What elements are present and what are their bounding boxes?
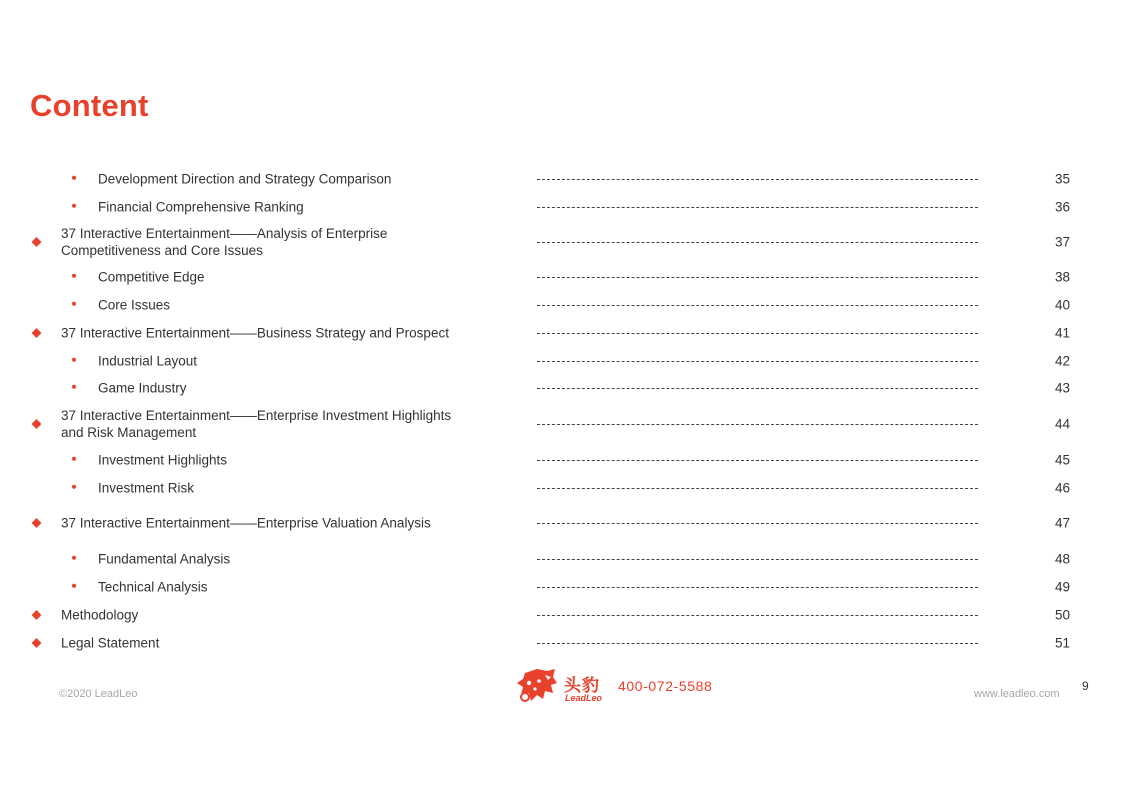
- page-title: Content: [30, 88, 149, 123]
- toc-subsection-row: [0, 169, 1122, 189]
- diamond-bullet-icon: [32, 518, 42, 528]
- toc-subsection-row: [0, 351, 1122, 371]
- dot-bullet-icon: [72, 204, 76, 208]
- dot-bullet-icon: [72, 584, 76, 588]
- dotted-leader: [537, 179, 978, 180]
- toc-subsection-row: [0, 295, 1122, 315]
- dotted-leader: [537, 305, 978, 306]
- dot-bullet-icon: [72, 176, 76, 180]
- diamond-bullet-icon: [32, 237, 42, 247]
- toc-page-number: 45: [1054, 452, 1070, 468]
- toc-section-row: [0, 633, 1122, 653]
- toc-page-number: 38: [1054, 269, 1070, 285]
- diamond-bullet-icon: [32, 419, 42, 429]
- toc-subsection-row: [0, 450, 1122, 470]
- dotted-leader: [537, 277, 978, 278]
- toc-section-row: [0, 513, 1122, 533]
- toc-page-number: 48: [1054, 551, 1070, 567]
- toc-page-number: 40: [1054, 297, 1070, 313]
- diamond-bullet-icon: [32, 638, 42, 648]
- toc-subsection-row: [0, 478, 1122, 498]
- dot-bullet-icon: [72, 457, 76, 461]
- dotted-leader: [537, 424, 978, 425]
- toc-subsection-row: [0, 577, 1122, 597]
- dotted-leader: [537, 242, 978, 243]
- toc-entry-label: 37 Interactive Entertainment——Enterprise Valuation Analysis: [61, 515, 431, 531]
- toc-page-number: 51: [1054, 635, 1070, 651]
- logo-english-text: LeadLeo: [565, 693, 603, 703]
- toc-entry-label: 37 Interactive Entertainment——Analysis of Enterprise Competitiveness and Core Issues: [61, 226, 388, 258]
- toc-entry-label: Investment Risk: [98, 480, 195, 496]
- toc-section-row: [0, 323, 1122, 343]
- diamond-bullet-icon: [32, 610, 42, 620]
- toc-entry-label: Financial Comprehensive Ranking: [98, 199, 304, 215]
- toc-entry-label: Core Issues: [98, 297, 171, 313]
- toc-section-row: [0, 226, 1122, 258]
- dotted-leader: [537, 488, 978, 489]
- toc-page-number: 43: [1054, 380, 1070, 396]
- toc-page-number: 49: [1054, 579, 1070, 595]
- toc-subsection-row: [0, 549, 1122, 569]
- toc-entry-label: Legal Statement: [61, 635, 160, 651]
- toc-entry-label: Industrial Layout: [98, 353, 198, 369]
- dot-bullet-icon: [72, 385, 76, 389]
- dotted-leader: [537, 615, 978, 616]
- brand-logo: [515, 667, 715, 707]
- dotted-leader: [537, 460, 978, 461]
- dotted-leader: [537, 559, 978, 560]
- toc-entry-label: 37 Interactive Entertainment——Business Strategy and Prospect: [61, 325, 449, 341]
- toc-page-number: 47: [1054, 515, 1070, 531]
- toc-entry-label: Competitive Edge: [98, 269, 205, 285]
- leopard-logo-icon: [515, 667, 559, 707]
- toc-page-number: 50: [1054, 607, 1070, 623]
- dotted-leader: [537, 361, 978, 362]
- toc-entry-label: Fundamental Analysis: [98, 551, 231, 567]
- toc-subsection-row: [0, 267, 1122, 287]
- toc-page-number: 36: [1054, 199, 1070, 215]
- toc-page-number: 44: [1054, 416, 1070, 432]
- dotted-leader: [537, 333, 978, 334]
- toc-entry-label: Technical Analysis: [98, 579, 208, 595]
- toc-entry-label: Investment Highlights: [98, 452, 228, 468]
- toc-page-number: 41: [1054, 325, 1070, 341]
- toc-page-number: 46: [1054, 480, 1070, 496]
- dot-bullet-icon: [72, 485, 76, 489]
- dotted-leader: [537, 388, 978, 389]
- phone-number: 400-072-5588: [618, 678, 713, 694]
- page-number: 9: [1082, 679, 1089, 693]
- toc-page-number: 37: [1054, 234, 1070, 250]
- toc-entry-label: Development Direction and Strategy Comparison: [98, 171, 392, 187]
- toc-page-number: 42: [1054, 353, 1070, 369]
- dotted-leader: [537, 207, 978, 208]
- footer-copyright: ©2020 LeadLeo: [59, 688, 138, 700]
- toc-entry-label: Methodology: [61, 607, 139, 623]
- dotted-leader: [537, 587, 978, 588]
- dot-bullet-icon: [72, 274, 76, 278]
- toc-section-row: [0, 605, 1122, 625]
- dot-bullet-icon: [72, 302, 76, 306]
- toc-subsection-row: [0, 197, 1122, 217]
- diamond-bullet-icon: [32, 328, 42, 338]
- dotted-leader: [537, 643, 978, 644]
- toc-entry-label: 37 Interactive Entertainment——Enterprise Investment Highlights and Risk Management: [61, 408, 452, 440]
- toc-section-row: [0, 408, 1122, 440]
- logo-chinese-text: 头豹: [564, 676, 600, 695]
- dotted-leader: [537, 523, 978, 524]
- dot-bullet-icon: [72, 358, 76, 362]
- toc-entry-label: Game Industry: [98, 380, 187, 396]
- footer-url: www.leadleo.com: [974, 688, 1060, 700]
- toc-page-number: 35: [1054, 171, 1070, 187]
- toc-subsection-row: [0, 378, 1122, 398]
- dot-bullet-icon: [72, 556, 76, 560]
